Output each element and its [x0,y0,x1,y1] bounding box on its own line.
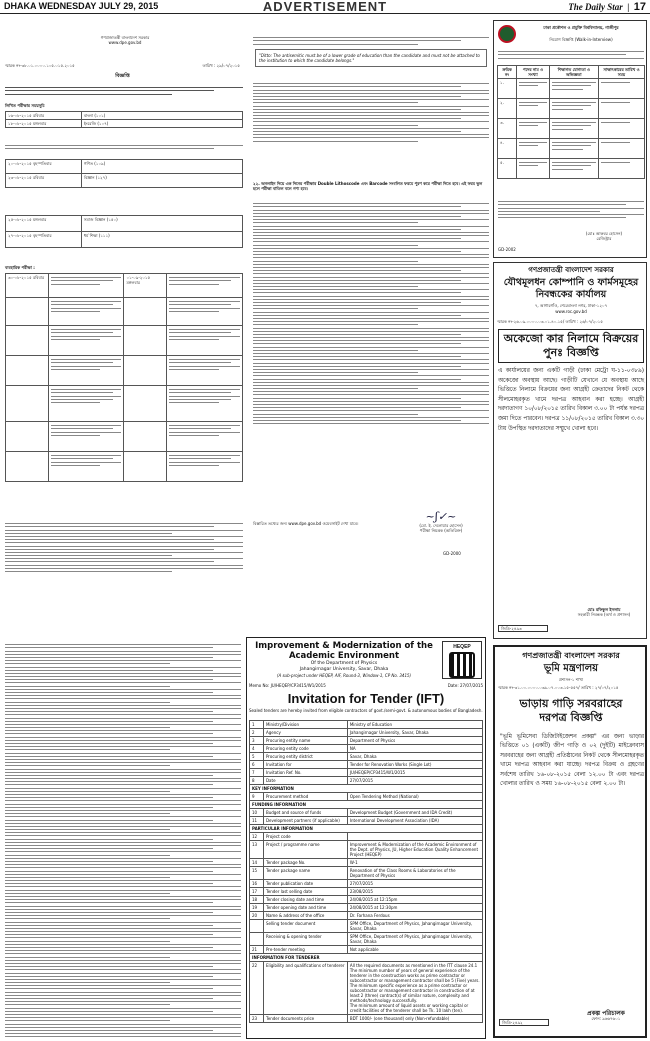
budget-value: Development Budget (Government and IDA Credit) [347,809,482,817]
page-header [0,0,650,14]
doc-price: BDT 1000/- (one thousand) only (Non-refundable) [347,1015,482,1023]
walkin-role: রেজিস্ট্রার [596,236,612,242]
schedule-day-4: ২৩-০৮-২০১৫ রবিবার [6,174,82,188]
vehicle-govt: গণপ্রজাতন্ত্রী বাংলাদেশ সরকার [522,651,620,660]
walkin-signatory: (মোঃ আকবর হোসেন) [585,231,623,236]
eligibility-4: The minimum amount of liquid assets or working capital or credit facilities of the tenderer shall be Tk. 10 lakh (ten). [349,1003,469,1013]
notice-signatory: (মো. ই. দেলোয়ার হোসেন) [419,523,463,528]
tender-project: Improvement & Modernization of the Academic Environment [255,641,433,661]
practical-notes [5,521,243,574]
opening-date: 24/08/2015 at 12:30pm [347,904,482,912]
vehicle-phone: ফোন: ৯৬৬৭৬০১ [591,1016,621,1022]
row-label-8: Date [263,777,347,785]
schedule-table-2 [5,159,243,188]
eligibility-2: The minimum number of years of general experience of the tenderer in the construction works as prime contractor or subcontractor or management contractor shall be 5 (Five) years. [349,968,480,983]
schedule-table-3 [5,215,243,248]
notice-org: গণপ্রজাতন্ত্রী বাংলাদেশ সরকার [100,35,150,40]
pub-date: 27/07/2015 [347,880,482,888]
closing-date: 24/08/2015 at 12:15pm [347,896,482,904]
vehicle-ad [493,645,647,1038]
schedule-day-2: ১৮-০৮-২০১৫ মঙ্গলবার [6,120,82,128]
heqep-logo [442,641,482,679]
vehicle-title-1: ভাড়ায় গাড়ি সরবরাহের [519,697,623,710]
vehicle-body: "ভূমি ভূমিসেবা ডিজিটাইজেশন প্রকল্প" এর জন্য ভাড়ার ভিত্তিতে ০১ (একটি) জীপ গাড়ি ও ০২ (দুইটি) মাইক্রোবাস সরবরাহের জন্য আগ্রহী প্রতিষ্ঠানের নিকট থেকে সীলমোহরকৃত খামে দরপত্র আহবান করা যাচ্ছে। দরপত্র বিক্রয় ও গ্রহণের সর্বশেষ তারিখ ১৬-০৮-২০১৫ বেলা ১২.০০ টা এবং দরপত্র খোলার তারিখ ও সময় ১৬-০৮-২০১৫ বেলা ২.০০ টা। [500,734,644,788]
schedule-table [5,111,243,128]
tender-memo-date: Date: 27/07/2015 [447,683,483,688]
budget-label: Budget and source of funds [263,809,347,817]
vehicle-title-2: দরপত্র বিজ্ঞপ্তি [539,711,603,724]
page-number: 17 [633,1,646,13]
walkin-org: ঢাকা প্রকৌশল ও প্রযুক্তি বিশ্ববিদ্যালয়, গাজীপুর [543,25,619,30]
eligibility-3: The minimum specific experience as a prime contractor or subcontractor or management contractor in construction of at least 2 (three) contract(s) of similar nature, complexity and methods/technology successfully. [349,983,475,1003]
walkin-notes [498,199,644,220]
auction-address: ৭, আগারগাঁও, শেরেবাংলা নগর, ঢাকা-১২০৭ [534,303,608,308]
walkin-gd: GD-2002 [498,247,516,252]
practical-table [5,273,243,482]
partner-value: International Development Association (IDA) [347,817,482,825]
tender-ad [246,637,486,1039]
walkin-col-1: ক্রমিক নং [498,66,517,79]
schedule-day-3: ২০-০৮-২০১৫ বৃহস্পতিবার [6,160,82,174]
notice-quote: "Ditto: The antisemitic must be of a lower grade of education than the candidate and must not be attached to the institution to which the candidate belongs." [255,49,487,67]
written-heading: লিখিত পরীক্ষার সময়সূচি [5,103,45,108]
row-no-6: 6 [250,761,264,769]
row-value-8: 27/07/2015 [347,777,482,785]
eligibility-list [347,962,482,1015]
exam-notice [3,33,490,631]
funding-heading: FUNDING INFORMATION [250,801,483,809]
row-value-6: Tender for Renovation Works (Single Lot) [347,761,482,769]
project-name-value: Improvement & Modernization of the Academic Environment of the Dept. of Physics, JU, Higher Education Quality Enhancement Project (HEQEP) [347,841,482,859]
schedule-subject-2: ইংরেজি (১০৭) [81,120,242,128]
row-value-3: Department of Physics [347,737,482,745]
prebid: Not applicable [347,946,482,954]
tender-header [249,641,439,678]
notice-right-top [253,35,489,47]
schedule-notes [5,143,243,152]
tender-dept: Of the Department of Physics [310,661,378,666]
auction-sign [564,607,644,617]
walkin-sign [564,231,644,241]
signature-mark: ~ʃ✓~ [425,510,457,523]
row-no-4: 4 [250,745,264,753]
heqep-logo-text: HEQEP [453,644,471,650]
row-no-8: 8 [250,777,264,785]
walkin-ad [493,20,647,258]
row-value-1: Ministry of Education [347,721,482,729]
row-label-3: Procuring entity name [263,737,347,745]
notice-head [5,35,245,45]
tender-title: Invitation for Tender (IFT) [287,691,445,706]
method-label: Procurement method [263,793,347,801]
tender-subproject: (A sub-project under HEQEP, AIF, Round-3, Window-1, CP No. 3415) [276,673,412,678]
schedule-subject-6: ধর্ম শিক্ষা (১১১) [81,232,242,248]
notice-website: www.dpe.gov.bd [108,40,142,46]
walkin-col-2: পদের নাম ও সংখ্যা [517,66,550,79]
notice-special: ২২. অনলাইন দিয়ে এক দিনের পরীক্ষার Double Lithoscode এবং Barcode সংবলিত ফরমে পূরণ করে পরীক্ষা দিতে হবে। এই ফরম ভুল হলে পরীক্ষা বাতিল বলে গণ্য হবে। [253,181,483,192]
package-no: W-1 [347,859,482,867]
eligibility-heading: INFORMATION FOR TENDERER [250,954,483,962]
section-title: ADVERTISEMENT [262,0,388,14]
row-no-7: 7 [250,769,264,777]
row-no-2: 2 [250,729,264,737]
schedule-subject-3: গণিত (১০৯) [81,160,242,174]
auction-gd: জিডি-২৪৯৩ [498,625,548,632]
row-label-4: Procuring entity code [263,745,347,753]
eligibility-1: All the required documents as mentioned in the ITT clause 24.1 [349,963,478,968]
schedule-day-6: ২৭-০৮-২০১৫ বৃহস্পতিবার [6,232,82,248]
row-no-3: 3 [250,737,264,745]
notice-title: বিজ্ঞপ্তি [115,73,130,79]
vehicle-memo: স্মারক নং-৩১.০০.০০০০.০৩৯.০৭.০০৩.১৫-৫৫৭/ তারিখ : ২৭/০৭/২০১৫ [498,685,619,690]
vehicle-gd: জিডি-২৪৯২ [499,1019,549,1026]
schedule-subject-1: বাংলা (১০১) [81,112,242,120]
notice-rules [253,201,489,426]
auction-office: যৌথমূলধন কোম্পানি ও ফার্মসমূহের নিবন্ধকের কার্যালয় [503,277,639,300]
tender-intro: Sealed tenders are hereby invited from eligible contractors of govt./semi-govt. & autonomous bodies of Bangladesh. [249,708,483,713]
notice-continuation [3,640,243,1038]
notice-memo: স্মারক নং-৩৮.০১.০০০০.১০৫.০১৫.২০১৫ [5,63,75,68]
receiving-place: SPM Office, Department of Physics, Jahangirnagar University, Savar, Dhaka [347,933,482,946]
masthead: The Daily Star [568,2,623,12]
vehicle-wing: প্রশাসন-১ শাখা [558,677,584,682]
tender-memo: Memo No: JU/HEQEP/CP3415/W1/2015 [249,683,326,688]
masthead-and-page: The Daily Star | 17 [568,1,646,13]
schedule-subject-5: সমাজ বিজ্ঞান (১৫০) [81,216,242,232]
row-value-5: Savar, Dhaka [347,753,482,761]
package-name: Renovation of the Class Rooms & Laboratories of the Department of Physics [347,867,482,880]
auction-body: এ কার্যালয়ের জন্য একটি গাড়ী (ঢাকা মেট্রো ঘ-১১-০৩৮৯) অকেজো অবস্থায় আছে। গাড়ীটি যেখানে যে অবস্থায় আছে ভিত্তিতে নিলামে বিক্রয়ের জন্য আগ্রহী ক্রেতাদের নিকট থেকে সীলমোহরকৃত খামে দরপত্র আহবান করা হচ্ছে। আগ্রহী দরদাতাগণ ১০/০৮/২০১৫ তারিখ বিকাল ৩.০০ টা পর্যন্ত দরপত্র জমা দিতে পারবেন। দরপত্র ১১/০৮/২০১৫ তারিখ বিকাল ৩.৩০ টায় উপস্থিত দরদাতাদের সম্মুখে খোলা হবে। [498,368,644,432]
notice-gd: GD-2000 [443,551,461,556]
auction-signatory: মোঃ রফিকুল ইসলাম [587,607,621,612]
tender-university: Jahangirnagar University, Savar, Dhaka [299,667,389,672]
auction-memo: স্মারক নং-২৬.০৯.০০০০.০৩.০১.৪০.১৫/ তারিখ : ২৬/০৭/২০১৫ [497,319,603,324]
row-label-6: Invitation for [263,761,347,769]
vehicle-signatory: প্রকল্প পরিচালক [587,1010,625,1017]
vehicle-ministry: ভূমি মন্ত্রণালয় [543,663,599,674]
row-value-2: Jahangirnagar University, Savar, Dhaka [347,729,482,737]
auction-role: সহকারী নিবন্ধক (অর্থ ও প্রশাসন) [577,612,631,618]
walkin-col-4: সাক্ষাৎকারের তারিখ ও সময় [598,66,644,79]
walkin-col-3: শিক্ষাগত যোগ্যতা ও অভিজ্ঞতা [549,66,598,79]
row-label-2: Agency [263,729,347,737]
row-label-5: Procuring entity district [263,753,347,761]
walkin-subtitle: নিয়োগ বিজ্ঞপ্তি (Walk-in-Interview) [549,37,613,42]
notice-intro-lines [5,85,243,97]
notice-right-body [253,81,489,144]
notice-meta [5,63,240,68]
walkin-intro [498,49,644,61]
vehicle-sign [567,1011,645,1021]
row-label-7: Invitation Ref. No. [263,769,347,777]
duet-logo [498,25,516,43]
last-sell: 23/08/2015 [347,888,482,896]
practical-day-2: ০১-০৯-২০১৫ মঙ্গলবার [124,274,167,298]
practical-heading: ব্যবহারিক পরীক্ষা : [5,265,35,270]
tender-memo-line [249,683,483,688]
notice-date: তারিখ : ২৯/০৭/২০১৫ [202,63,240,68]
row-label-1: Ministry/Division [263,721,347,729]
schedule-subject-4: বিজ্ঞান (১২৭) [81,174,242,188]
walkin-table: ক্রমিক নং পদের নাম ও সংখ্যা শিক্ষাগত যোগ্যতা ও অভিজ্ঞতা সাক্ষাৎকারের তারিখ ও সময় ১. ২. ৩. ৪. ৫. [497,65,645,179]
schedule-day-5: ২৫-০৮-২০১৫ মঙ্গলবার [6,216,82,232]
continuation-body [5,642,241,1038]
partner-label: Development partners (if applicable) [263,817,347,825]
practical-day-1: ৩০-০৮-২০১৫ রবিবার [6,274,49,298]
row-value-7: JU/HEQEP/CP3415/W1/2015 [347,769,482,777]
auction-govt: গণপ্রজাতন্ত্রী বাংলাদেশ সরকার [528,266,614,274]
duet-logo-mark [498,25,516,43]
office-name: Dr. Farhana Ferdous [347,912,482,920]
auction-web: www.roc.gov.bd [555,309,587,314]
schedule-day-1: ১৬-০৮-২০১৫ রবিবার [6,112,82,120]
notice-signatory-role: পরীক্ষা নিয়ন্ত্রক (অতিরিক্ত) [419,528,463,534]
heqep-logo-mark [449,652,475,678]
key-info-heading: KEY INFORMATION [250,785,483,793]
row-no-5: 5 [250,753,264,761]
particular-heading: PARTICULAR INFORMATION [250,825,483,833]
method-value: Open Tendering Method (National) [347,793,482,801]
selling-place: SPM Office, Department of Physics, Jahangirnagar University, Savar, Dhaka [347,920,482,933]
dateline: DHAKA WEDNESDAY JULY 29, 2015 [4,1,159,11]
row-value-4: NA [347,745,482,753]
tender-table: 1 Ministry/Division Ministry of Education 2 Agency Jahangirnagar University, Savar, Dhaka 3 Procuring entity name Department of Physics 4 Procuring entity code NA 5 Procuring entity district Savar, Dhaka 6 Invitation for Tender for Renovation Works (Single Lot) 7 Invitation Ref. No. JU/HEQEP/CP3415/W1/2015 8 Date 27/07/2015 KEY INFORMATION 9 Procurement method Open Tendering Method (National) FUNDING INFORMATION 10 Budget and source of funds Development Budget (Government and IDA Credit) 11 Development partners (if applicable) International Development Association (IDA) PARTICULAR INFORMATION 12 Project code 13 Project / programme name Improvement & Modernization of the Academic Environment of the Dept. of Physics, JU, Higher Education Quality Enhancement Project (HEQEP) 14 Tender package No. W-1 15 Tender package name Renovation of the Class Rooms & Laboratories of the Department of Physics 16 Tender publication date 27/07/2015 17 Tender last selling date 23/08/2015 18 Tender closing date and time 24/08/2015 at 12:15pm 19 Tender opening date and time 24/08/2015 at 12:30pm 20 Name & address of the office Dr. Farhana Ferdous Selling tender document SPM Office, Department of Physics, Jahangirnagar University, Savar, Dhaka Receiving & opening tender SPM Office, Department of Physics, Jahangirnagar University, Savar, Dhaka 21 Pre-tender meeting Not applicable INFORMATION FOR TENDERER 22 Eligibility and qualifications of tenderer All the required documents as mentioned in the ITT clause 24.1 The minimum number of years of general experience of the tenderer in the construction works as prime contractor or subcontractor or management contractor shall be 5 (Five) years. The minimum specific experience as a prime contractor or subcontractor or management contractor in construction of at least 2 (three) contract(s) of similar nature, complexity and methods/technology successfully. The minimum amount of liquid assets or working capital or credit facilities of the tenderer shall be Tk. 10 lakh (ten). 23 Tender documents price BDT 1000/- (one thousand) only (Non-refundable) [249,720,483,1023]
notice-footer-note: বিস্তারিত তথ্যের জন্য www.dpe.gov.bd ওয়েবসাইট দেখা যাবে। [253,521,359,526]
auction-ad [493,262,647,639]
vehicle-title-box [501,697,641,725]
notice-signature [393,511,489,533]
row-no-1: 1 [250,721,264,729]
auction-title: অকেজো কার নিলামে বিক্রয়ের পুনঃ বিজ্ঞপ্তি [498,329,644,363]
